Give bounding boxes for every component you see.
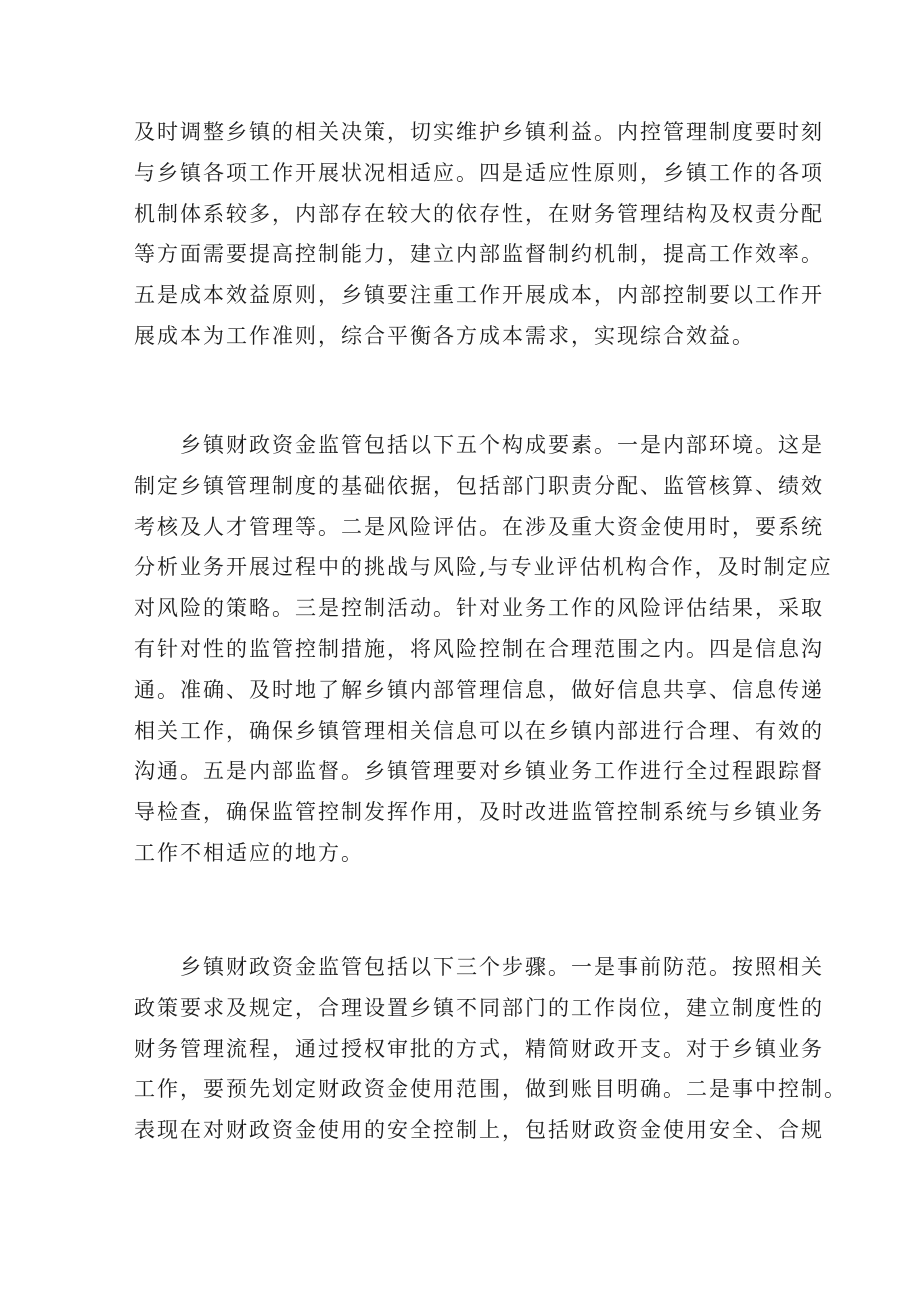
text-line: 机制体系较多，内部存在较大的依存性，在财务管理结构及权责分配 — [134, 201, 824, 226]
text-line: 对风险的策略。三是控制活动。针对业务工作的风险评估结果，采取 — [134, 596, 824, 621]
text-line: 分析业务开展过程中的挑战与风险,与专业评估机构合作，及时制定应 — [134, 555, 833, 580]
text-line: 相关工作，确保乡镇管理相关信息可以在乡镇内部进行合理、有效的 — [134, 718, 824, 743]
text-line: 导检查，确保监管控制发挥作用，及时改进监管控制系统与乡镇业务 — [134, 800, 824, 825]
text-line: 考核及人才管理等。二是风险评估。在涉及重大资金使用时，要系统 — [134, 514, 824, 539]
text-line: 政策要求及规定，合理设置乡镇不同部门的工作岗位，建立制度性的 — [134, 995, 824, 1020]
text-line: 乡镇财政资金监管包括以下三个步骤。一是事前防范。按照相关 — [134, 955, 824, 979]
text-line: 乡镇财政资金监管包括以下五个构成要素。一是内部环境。这是 — [134, 433, 824, 457]
paragraph-2 — [134, 425, 833, 874]
text-line: 工作，要预先划定财政资金使用范围，做到账目明确。二是事中控制。 — [134, 1077, 847, 1102]
text-line: 展成本为工作准则，综合平衡各方成本需求，实现综合效益。 — [134, 323, 755, 348]
text-line: 通。准确、及时地了解乡镇内部管理信息，做好信息共享、信息传递 — [134, 677, 824, 702]
paragraph-3 — [134, 947, 847, 1151]
text-line: 及时调整乡镇的相关决策，切实维护乡镇利益。内控管理制度要时刻 — [134, 120, 824, 144]
paragraph-1 — [134, 112, 824, 357]
text-line: 等方面需要提高控制能力，建立内部监督制约机制，提高工作效率。 — [134, 242, 824, 267]
text-line: 有针对性的监管控制措施，将风险控制在合理范围之内。四是信息沟 — [134, 636, 824, 661]
text-line: 沟通。五是内部监督。乡镇管理要对乡镇业务工作进行全过程跟踪督 — [134, 759, 824, 784]
text-line: 财务管理流程，通过授权审批的方式，精简财政开支。对于乡镇业务 — [134, 1036, 824, 1061]
text-line: 表现在对财政资金使用的安全控制上，包括财政资金使用安全、合规 — [134, 1118, 824, 1143]
text-line: 五是成本效益原则，乡镇要注重工作开展成本，内部控制要以工作开 — [134, 283, 824, 308]
text-line: 与乡镇各项工作开展状况相适应。四是适应性原则，乡镇工作的各项 — [134, 160, 824, 185]
text-line: 制定乡镇管理制度的基础依据，包括部门职责分配、监管核算、绩效 — [134, 473, 824, 498]
text-line: 工作不相适应的地方。 — [134, 840, 364, 865]
